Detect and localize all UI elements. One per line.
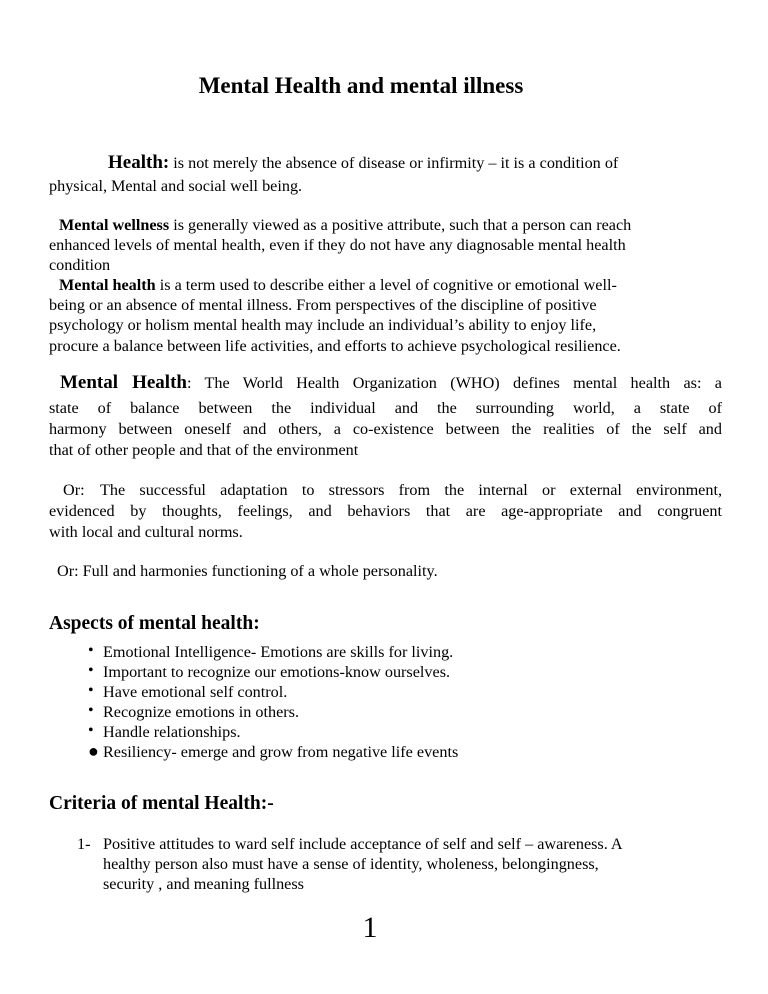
mental-health-term-line-3: psychology or holism mental health may include an individual’s ability to enjoy life, xyxy=(49,316,597,334)
mental-wellness-line-3: condition xyxy=(49,256,111,274)
mental-health-term-line-1 xyxy=(59,275,617,295)
or2-line: Or: Full and harmonies functioning of a whole personality. xyxy=(57,562,438,580)
aspect-item: Recognize emotions in others. xyxy=(103,703,300,721)
mental-health-term-text-1: is a term used to describe either a level of cognitive or emotional well- xyxy=(155,276,617,294)
who-definition-line-3: harmony between oneself and others, a co-existence between the realities of the self and xyxy=(49,420,722,438)
or1-label: Or: xyxy=(63,481,85,499)
criteria-item-number: 1- xyxy=(77,835,91,853)
health-definition-line-1 xyxy=(108,153,618,173)
mental-wellness-text-1: is generally viewed as a positive attribute, such that a person can reach xyxy=(169,216,632,234)
bullet-icon: • xyxy=(88,702,94,719)
criteria-heading: Criteria of mental Health:- xyxy=(49,793,274,814)
bullet-icon: • xyxy=(88,642,94,659)
who-def-text-1: : The World Health Organization (WHO) defines mental health as: a xyxy=(186,374,722,392)
health-definition-line-2: physical, Mental and social well being. xyxy=(49,177,303,195)
health-def-text-1: is not merely the absence of disease or infirmity – it is a condition of xyxy=(169,154,619,172)
aspects-heading: Aspects of mental health: xyxy=(49,613,260,634)
bullet-icon: ● xyxy=(88,741,99,761)
mental-health-term-line-2: being or an absence of mental illness. From perspectives of the discipline of positive xyxy=(49,296,597,314)
aspect-item: Important to recognize our emotions-know ourselves. xyxy=(103,663,451,681)
who-definition-line-2: state of balance between the individual and the surrounding world, a state of xyxy=(49,399,722,417)
who-mental-health-term: Mental Health xyxy=(60,372,187,393)
or1-line-3: with local and cultural norms. xyxy=(49,523,243,541)
aspect-item: Handle relationships. xyxy=(103,723,241,741)
criteria-item-line-2: healthy person also must have a sense of identity, wholeness, belongingness, xyxy=(103,855,599,873)
bullet-icon: • xyxy=(88,722,94,739)
criteria-item-line-3: security , and meaning fullness xyxy=(103,875,304,893)
mental-health-term: Mental health xyxy=(59,276,156,294)
or1-line-2: evidenced by thoughts, feelings, and behaviors that are age-appropriate and congruent xyxy=(49,502,722,520)
who-definition-line-4: that of other people and that of the environment xyxy=(49,441,359,459)
aspect-item: Resiliency- emerge and grow from negative life events xyxy=(103,743,459,761)
criteria-item-line-1: Positive attitudes to ward self include acceptance of self and self – awareness. A xyxy=(103,835,623,853)
health-term: Health: xyxy=(108,152,170,173)
page-title: Mental Health and mental illness xyxy=(198,73,524,98)
bullet-icon: • xyxy=(88,682,94,699)
mental-wellness-line-2: enhanced levels of mental health, even if they do not have any diagnosable mental health xyxy=(49,236,626,254)
aspect-item: Have emotional self control. xyxy=(103,683,288,701)
aspect-item: Emotional Intelligence- Emotions are skills for living. xyxy=(103,643,454,661)
mental-wellness-term: Mental wellness xyxy=(59,216,170,234)
mental-wellness-line-1 xyxy=(59,215,631,235)
who-definition-line-1 xyxy=(60,373,722,393)
or1-line-1: The successful adaptation to stressors from the internal or external environment, xyxy=(100,481,722,499)
page-number: 1 xyxy=(362,911,378,944)
bullet-icon: • xyxy=(88,662,94,679)
mental-health-term-line-4: procure a balance between life activities, and efforts to achieve psychological resilience. xyxy=(49,337,621,355)
